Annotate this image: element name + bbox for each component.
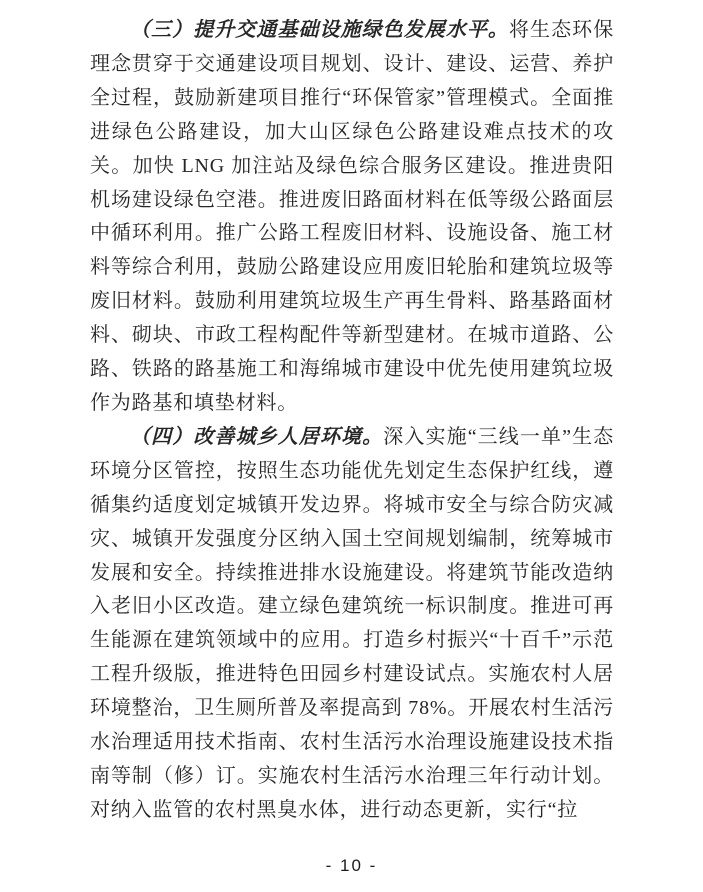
paragraph-section-3 [90, 14, 614, 421]
section-3-heading: （三）提升交通基础设施绿色发展水平。 [130, 19, 509, 41]
page-number: - 10 - [325, 856, 378, 875]
paragraph-section-4 [90, 421, 614, 828]
section-4-heading: （四）改善城乡人居环境。 [130, 425, 384, 448]
section-4-body-text: 深入实施“三线一单”生态环境分区管控，按照生态功能优先划定生态保护红线，遵循集约适度划定城镇开发边界。将城市安全与综合防灾减灾、城镇开发强度分区纳入国土空间规划编制，统筹城市发展和安全。持续推进排水设施建设。将建筑节能改造纳入老旧小区改造。建立绿色建筑统一标识制度。推进可再生能源在建筑领域中的应用。打造乡村振兴“十百千”示范工程升级版，推进特色田园乡村建设试点。实施农村人居环境整治，卫生厕所普及率提高到 78%。开展农村生活污水治理适用技术指南、农村生活污水治理设施建设技术指南等制（修）订。实施农村生活污水治理三年行动计划。对纳入监管的农村黑臭水体，进行动态更新，实行“拉 [90, 425, 614, 821]
page-content [90, 14, 614, 828]
section-3-body-text: 将生态环保理念贯穿于交通建设项目规划、设计、建设、运营、养护全过程，鼓励新建项目推行“环保管家”管理模式。全面推进绿色公路建设，加大山区绿色公路建设难点技术的攻关。加快 LNG 加注站及绿色综合服务区建设。推进贵阳机场建设绿色空港。推进废旧路面材料在低等级公路面层中循环利用。推广公路工程废旧材料、设施设备、施工材料等综合利用，鼓励公路建设应用废旧轮胎和建筑垃圾等废旧材料。鼓励利用建筑垃圾生产再生骨料、路基路面材料、砌块、市政工程构配件等新型建材。在城市道路、公路、铁路的路基施工和海绵城市建设中优先使用建筑垃圾作为路基和填垫材料。 [90, 19, 615, 414]
